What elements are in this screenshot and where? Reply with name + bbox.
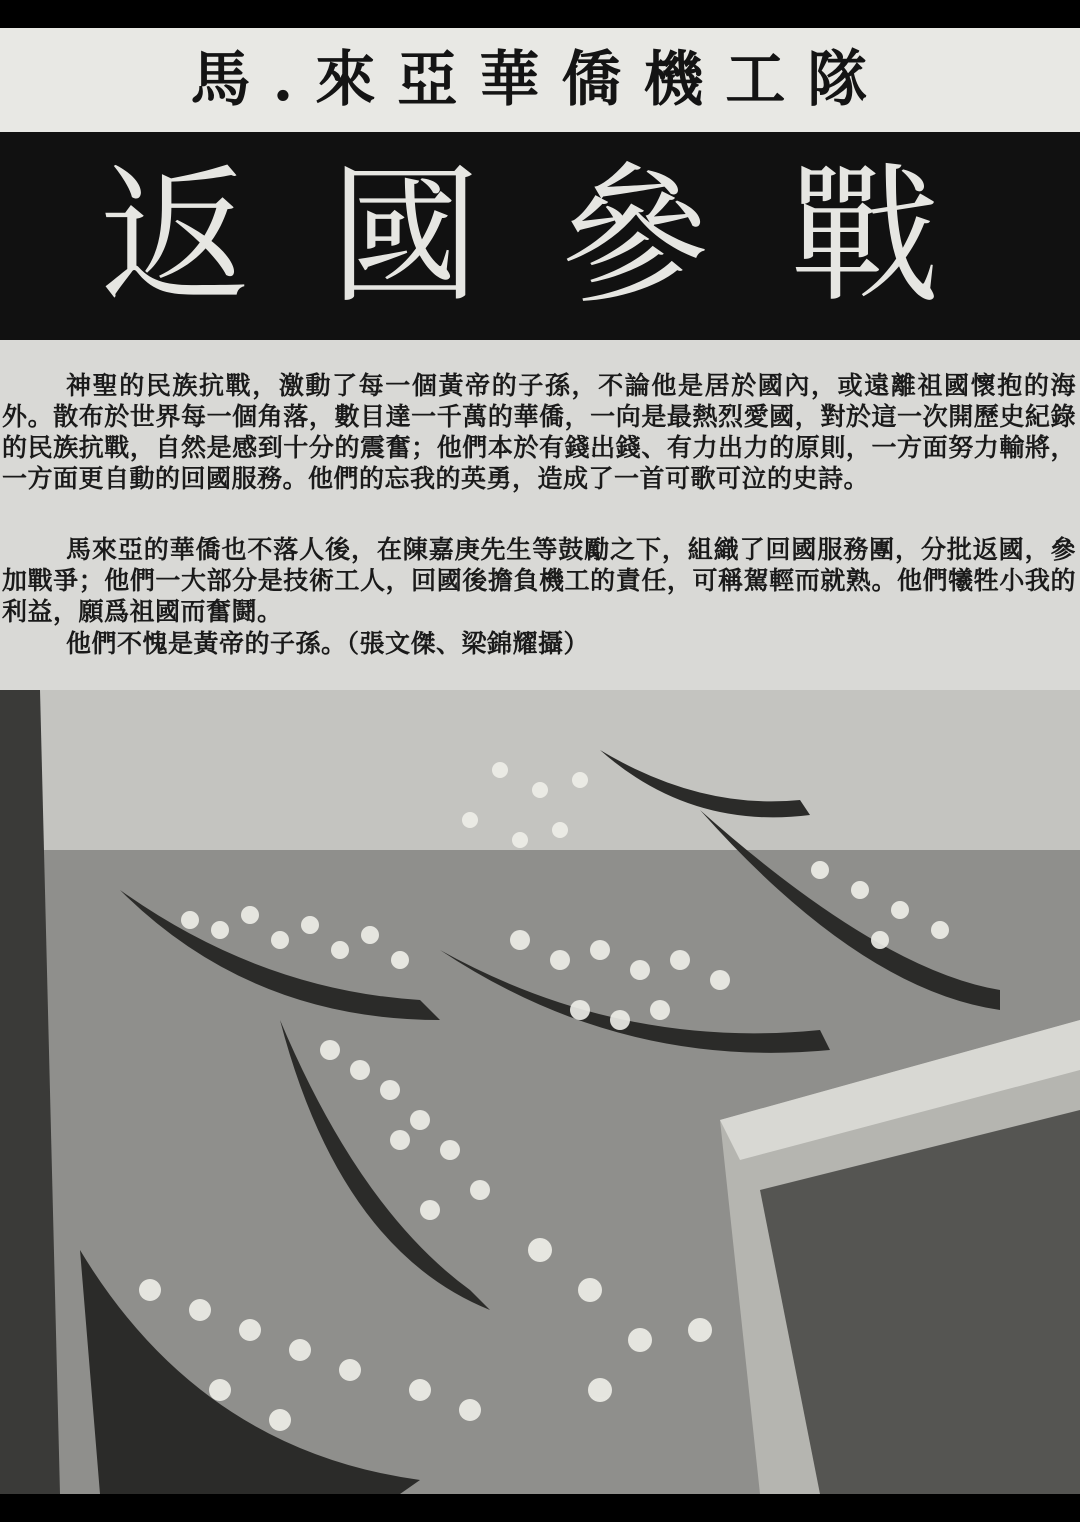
- poster-page: [0, 28, 1080, 1494]
- news-photo: [0, 690, 1080, 1494]
- article-paragraph-3: 他們不愧是黃帝的子孫。（張文傑、梁錦耀攝）: [66, 629, 590, 658]
- article-body: [0, 370, 1080, 670]
- photo-illustration: [0, 690, 1080, 1494]
- article-paragraph-2: 馬來亞的華僑也不落人後，在陳嘉庚先生等鼓勵之下，組織了回國服務團，分批返國，參加戰爭；他們一大部分是技術工人，回國後擔負機工的責任，可稱駕輕而就熟。他們犧牲小我的利益，願爲祖國而奮鬪。: [2, 535, 1076, 626]
- header-title: 馬.來亞華僑機工隊: [190, 45, 890, 115]
- banner-title: 返國參戰: [99, 150, 1020, 324]
- title-banner: [0, 132, 1080, 340]
- header-strip: [0, 28, 1080, 132]
- article-paragraph-1: 神聖的民族抗戰，激動了每一個黃帝的子孫，不論他是居於國內，或遠離祖國懷抱的海外。散布於世界每一個角落，數目達一千萬的華僑，一向是最熱烈愛國，對於這一次開歷史紀錄的民族抗戰，自然是感到十分的震奮；他們本於有錢出錢、有力出力的原則，一方面努力輸將，一方面更自動的回國服務。他們的忘我的英勇，造成了一首可歌可泣的史詩。: [2, 371, 1076, 493]
